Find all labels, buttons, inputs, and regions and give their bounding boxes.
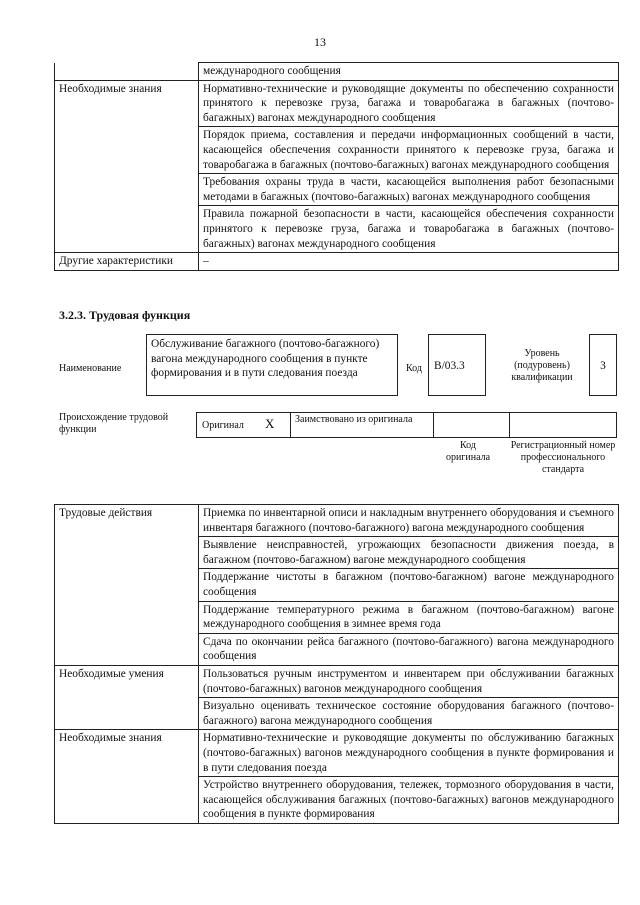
- row-text: Приемка по инвентарной описи и накладным внутреннего оборудования и съемного инвентаря багажного (почтово-багажного) вагона международного сообщения: [199, 505, 619, 537]
- origin-divider: [290, 413, 291, 437]
- row-text: Поддержание чистоты в багажном (почтово-багажном) вагоне международного сообщения: [199, 569, 619, 601]
- original-label: Оригинал: [202, 420, 244, 431]
- row-text: Сдача по окончании рейса багажного (почтово-багажного) вагона международного сообщения: [199, 633, 619, 665]
- origin-row: [196, 412, 617, 438]
- row-text: Визуально оценивать техническое состояние оборудования багажного (почтово-багажного) вагона международного сообщения: [199, 698, 619, 730]
- name-label: Наименование: [59, 363, 122, 374]
- row-label: Трудовые действия: [55, 505, 199, 666]
- row-label: Необходимые умения: [55, 665, 199, 729]
- origin-label: Происхождение трудовой функции: [59, 412, 169, 435]
- section-heading: 3.2.3. Трудовая функция: [59, 308, 191, 322]
- row-label: Необходимые знания: [55, 80, 199, 253]
- page-number: 13: [314, 35, 326, 49]
- row-text: –: [199, 253, 619, 271]
- row-text: Выявление неисправностей, угрожающих безопасности движения поезда, в багажном (почтово-багажном) вагоне международного сообщения: [199, 537, 619, 569]
- original-mark: X: [265, 416, 275, 431]
- origin-divider: [509, 413, 510, 437]
- table-row: [55, 665, 619, 697]
- table-row: [55, 505, 619, 537]
- row-label: [55, 63, 199, 81]
- borrowed-label: Заимствовано из оригинала: [295, 414, 413, 425]
- row-text: Правила пожарной безопасности в части, касающейся обеспечения сохранности принятого к перевозке груза, багажа и товаробагажа в багажных (почтово-багажных) вагонах международного сообщения: [199, 206, 619, 253]
- function-name-box: [146, 334, 398, 396]
- table-row: [55, 63, 619, 81]
- row-label: Необходимые знания: [55, 730, 199, 824]
- row-text: международного сообщения: [199, 63, 619, 81]
- row-text: Устройство внутреннего оборудования, тележек, тормозного оборудования в части, касающейся обслуживания багажных (почтово-багажных) вагонов международного сообщения в пункте формирования: [199, 777, 619, 824]
- top-requirements-table: [54, 62, 619, 271]
- row-text: Пользоваться ручным инструментом и инвентарем при обслуживании багажных (почтово-багажных) вагонов международного сообщения: [199, 665, 619, 697]
- code-box: [428, 334, 486, 396]
- reg-number-label: Регистрационный номер профессионального стандарта: [510, 440, 616, 475]
- row-label: Другие характеристики: [55, 253, 199, 271]
- row-text: Порядок приема, составления и передачи информационных сообщений в части, касающейся обеспечения сохранности принятого к перевозке груза, багажа и товаробагажа в багажных (почтово-багажных) вагонах международного сообщения: [199, 127, 619, 174]
- table-row: [55, 80, 619, 127]
- level-value: 3: [600, 360, 606, 372]
- row-text: Нормативно-технические и руководящие документы по обслуживанию багажных (почтово-багажных) вагонов международного сообщения в пункте формирования и в пути следования поезда: [199, 730, 619, 777]
- row-text: Поддержание температурного режима в багажном (почтово-багажном) вагоне международного сообщения в зимнее время года: [199, 601, 619, 633]
- row-text: Требования охраны труда в части, касающейся выполнения работ безопасными методами в багажных (почтово-багажных) вагонах международного сообщения: [199, 174, 619, 206]
- row-text: Нормативно-технические и руководящие документы по обеспечению сохранности принятого к перевозке груза, багажа и товаробагажа в багажных (почтово-багажных) вагонах международного сообщения: [199, 80, 619, 127]
- code-label: Код: [406, 363, 422, 374]
- qualification-level-label: Уровень (подуровень) квалификации: [511, 348, 573, 383]
- table-row: [55, 730, 619, 777]
- level-box: [589, 334, 617, 396]
- code-original-label: Код оригинала: [445, 440, 491, 463]
- table-row: [55, 253, 619, 271]
- function-name: Обслуживание багажного (почтово-багажного) вагона международного сообщения в пункте формирования и в пути следования поезда: [151, 338, 380, 380]
- code-value: В/03.3: [434, 360, 465, 372]
- labor-function-table: [54, 504, 619, 824]
- origin-divider: [433, 413, 434, 437]
